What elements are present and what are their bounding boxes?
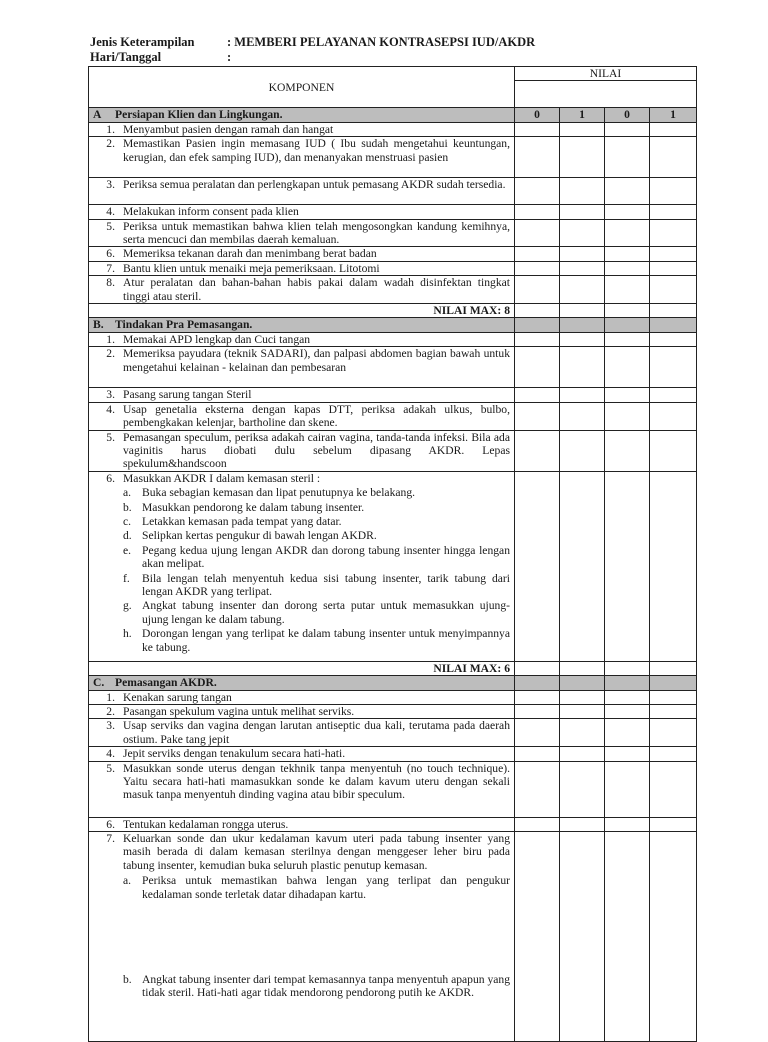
score-cell[interactable] xyxy=(605,178,650,205)
nilai-max-row xyxy=(89,661,697,675)
date-value: : xyxy=(227,50,232,64)
score-cell[interactable] xyxy=(650,247,697,261)
score-cell[interactable] xyxy=(515,747,560,761)
score-cell[interactable] xyxy=(650,704,697,718)
nilai-max-label: NILAI MAX: 8 xyxy=(89,304,515,318)
item-number: 3. xyxy=(106,388,115,402)
section-letter: A xyxy=(93,108,102,122)
item-text: Memakai APD lengkap dan Cuci tangan xyxy=(123,332,311,346)
item-text: Masukkan AKDR I dalam kemasan steril : xyxy=(123,471,321,485)
score-cell[interactable] xyxy=(650,719,697,747)
sub-text: Periksa untuk memastikan bahwa lengan yang terlipat dan pengukur kedalaman sonde terletak datar dihadapan kartu. xyxy=(142,874,510,901)
score-cell[interactable] xyxy=(515,719,560,747)
score-cell[interactable] xyxy=(515,347,560,388)
score-cell[interactable] xyxy=(515,817,560,831)
table-row xyxy=(89,122,697,136)
item-text: Keluarkan sonde dan ukur kedalaman kavum uteri pada tabung insenter yang masih berada di dalam kemasan sterilnya dengan menggeser leher biru pada tabung insenter, kemudian buka seluruh plastic penutup kemasan. xyxy=(123,831,510,872)
item-text: Jepit serviks dengan tenakulum secara hati-hati. xyxy=(123,747,346,761)
table-row xyxy=(89,471,697,661)
score-cell[interactable] xyxy=(560,831,605,1041)
score-cell[interactable] xyxy=(560,219,605,247)
sub-text: Angkat tabung insenter dan dorong serta putar untuk memasukkan ujung-ujung lengan ke dalam tabung. xyxy=(142,599,510,626)
score-cell[interactable] xyxy=(560,430,605,471)
score-cell[interactable] xyxy=(605,247,650,261)
score-cell[interactable] xyxy=(515,402,560,430)
table-row xyxy=(89,388,697,402)
section-letter: C. xyxy=(93,676,105,690)
score-cell[interactable] xyxy=(515,332,560,346)
score-cell[interactable] xyxy=(605,719,650,747)
score-cell[interactable] xyxy=(605,661,650,675)
score-cell[interactable] xyxy=(560,761,605,817)
sub-letter: b. xyxy=(123,973,132,986)
score-cell[interactable] xyxy=(560,388,605,402)
score-cell[interactable] xyxy=(560,747,605,761)
score-cell[interactable] xyxy=(650,276,697,304)
table-row xyxy=(89,347,697,388)
item-text: Memastikan Pasien ingin memasang IUD ( Ibu sudah mengetahui keuntungan, kerugian, dan efek samping IUD), dan menanyakan menstruasi pasien xyxy=(123,137,510,164)
score-cell[interactable] xyxy=(560,122,605,136)
score-cell[interactable] xyxy=(605,402,650,430)
nilai-max-row xyxy=(89,304,697,318)
item-number: 4. xyxy=(106,747,115,761)
score-cell[interactable] xyxy=(515,122,560,136)
score-cell[interactable] xyxy=(560,661,605,675)
item-number: 6. xyxy=(106,247,115,261)
score-cell[interactable] xyxy=(650,178,697,205)
item-number: 7. xyxy=(106,261,115,275)
sub-letter: h. xyxy=(123,627,132,641)
skill-value: : MEMBERI PELAYANAN KONTRASEPSI IUD/AKDR xyxy=(227,35,536,49)
sub-text: Selipkan kertas pengukur di bawah lengan AKDR. xyxy=(142,529,377,543)
table-row xyxy=(89,817,697,831)
score-col-4: 1 xyxy=(650,108,697,122)
table-row xyxy=(89,332,697,346)
score-cell[interactable] xyxy=(560,247,605,261)
item-text: Pasang sarung tangan Steril xyxy=(123,388,252,402)
item-text: Periksa semua peralatan dan perlengkapan untuk pemasang AKDR sudah tersedia. xyxy=(123,178,506,192)
nilai-blank xyxy=(515,81,697,108)
score-cell[interactable] xyxy=(560,261,605,275)
score-cell[interactable] xyxy=(650,122,697,136)
table-row xyxy=(89,276,697,304)
table-row xyxy=(89,137,697,178)
item-text: Menyambut pasien dengan ramah dan hangat xyxy=(123,122,334,136)
score-cell[interactable] xyxy=(650,347,697,388)
score-cell[interactable] xyxy=(605,747,650,761)
score-cell[interactable] xyxy=(605,471,650,661)
score-cell[interactable] xyxy=(560,205,605,219)
section-c-header xyxy=(89,676,697,690)
sub-text: Letakkan kemasan pada tempat yang datar. xyxy=(142,514,342,528)
sub-letter: g. xyxy=(123,599,132,613)
score-col-3: 0 xyxy=(605,108,650,122)
score-cell[interactable] xyxy=(560,817,605,831)
score-cell[interactable] xyxy=(560,347,605,388)
item-number: 8. xyxy=(106,276,115,290)
score-cell[interactable] xyxy=(515,205,560,219)
score-cell[interactable] xyxy=(650,304,697,318)
score-cell[interactable] xyxy=(560,471,605,661)
score-cell[interactable] xyxy=(605,304,650,318)
item-number: 1. xyxy=(106,332,115,346)
item-text: Usap genetalia eksterna dengan kapas DTT, periksa adakah ulkus, bulbo, pembengkakan kelenjar, bartholine dan skene. xyxy=(123,402,510,430)
section-letter: B. xyxy=(93,318,104,332)
sub-letter: a. xyxy=(123,486,132,500)
item-number: 1. xyxy=(106,690,115,704)
score-cell[interactable] xyxy=(605,388,650,402)
nilai-header: NILAI xyxy=(515,67,697,81)
table-row xyxy=(89,247,697,261)
sub-letter: e. xyxy=(123,543,132,557)
section-a-header xyxy=(89,108,697,122)
table-row xyxy=(89,205,697,219)
score-cell[interactable] xyxy=(515,304,560,318)
section-b-header xyxy=(89,318,697,332)
score-cell[interactable] xyxy=(515,219,560,247)
item-number: 2. xyxy=(106,137,115,151)
item-text: Bantu klien untuk menaiki meja pemeriksaan. Litotomi xyxy=(123,261,380,275)
score-cell[interactable] xyxy=(515,388,560,402)
score-cell[interactable] xyxy=(560,304,605,318)
sub-text: Buka sebagian kemasan dan lipat penutupnya ke belakang. xyxy=(142,486,416,500)
score-cell[interactable] xyxy=(650,261,697,275)
score-col-1: 0 xyxy=(515,108,560,122)
score-cell[interactable] xyxy=(515,761,560,817)
score-cell[interactable] xyxy=(650,219,697,247)
score-cell[interactable] xyxy=(515,430,560,471)
table-row xyxy=(89,261,697,275)
score-cell[interactable] xyxy=(515,661,560,675)
score-cell[interactable] xyxy=(560,402,605,430)
item-number: 1. xyxy=(106,122,115,136)
item-text: Periksa untuk memastikan bahwa klien telah mengosongkan kandung kemihnya, serta mencuci dan membilas daerah kemaluan. xyxy=(123,219,510,247)
section-title: Tindakan Pra Pemasangan. xyxy=(115,318,253,332)
table-row xyxy=(89,219,697,247)
item-text: Memeriksa tekanan darah dan menimbang berat badan xyxy=(123,247,377,261)
score-cell[interactable] xyxy=(650,831,697,1041)
score-cell[interactable] xyxy=(650,661,697,675)
score-cell[interactable] xyxy=(560,137,605,178)
item-text: Atur peralatan dan bahan-bahan habis pakai dalam wadah disinfektan tingkat tinggi atau steril. xyxy=(123,276,510,303)
item-text: Memeriksa payudara (teknik SADARI), dan palpasi abdomen bagian bawah untuk mengetahui kelainan - kelainan dan pembesaran xyxy=(123,347,510,374)
item-text: Kenakan sarung tangan xyxy=(123,690,232,704)
section-title: Persiapan Klien dan Lingkungan. xyxy=(115,108,283,122)
sub-letter: d. xyxy=(123,529,132,543)
score-cell[interactable] xyxy=(515,690,560,704)
sub-letter: c. xyxy=(123,514,132,528)
score-cell[interactable] xyxy=(605,347,650,388)
score-cell[interactable] xyxy=(650,430,697,471)
item-number: 6. xyxy=(106,471,115,485)
item-text: Pasangan spekulum vagina untuk melihat serviks. xyxy=(123,704,355,718)
item-number: 2. xyxy=(106,704,115,718)
score-cell[interactable] xyxy=(560,178,605,205)
score-cell[interactable] xyxy=(650,747,697,761)
item-number: 5. xyxy=(106,761,115,775)
score-cell[interactable] xyxy=(605,690,650,704)
score-cell[interactable] xyxy=(605,831,650,1041)
item-number: 5. xyxy=(106,430,115,444)
item-number: 4. xyxy=(106,205,115,219)
score-cell[interactable] xyxy=(515,137,560,178)
table-row xyxy=(89,690,697,704)
score-cell[interactable] xyxy=(650,332,697,346)
item-number: 4. xyxy=(106,402,115,416)
score-cell[interactable] xyxy=(560,704,605,718)
item-number: 7. xyxy=(106,831,115,845)
sub-letter: f. xyxy=(123,571,130,585)
score-cell[interactable] xyxy=(650,137,697,178)
sub-letter: a. xyxy=(123,874,132,888)
item-number: 2. xyxy=(106,347,115,361)
sub-text: Pegang kedua ujung lengan AKDR dan dorong tabung insenter hingga lengan akan melipat. xyxy=(142,543,510,571)
score-cell[interactable] xyxy=(605,205,650,219)
score-cell[interactable] xyxy=(650,471,697,661)
skill-label: Jenis Keterampilan xyxy=(90,35,195,49)
sub-text: Masukkan pendorong ke dalam tabung insenter. xyxy=(142,500,365,514)
item-text: Usap serviks dan vagina dengan larutan antiseptic dua kali, terutama pada daerah ostium. Pake tang jepit xyxy=(123,719,510,746)
score-cell[interactable] xyxy=(560,719,605,747)
score-cell[interactable] xyxy=(605,122,650,136)
nilai-max-label: NILAI MAX: 6 xyxy=(89,661,515,675)
score-cell[interactable] xyxy=(515,831,560,1041)
skill-row xyxy=(90,35,535,50)
sub-text: Angkat tabung insenter dari tempat kemasannya tanpa menyentuh apapun yang tidak steril. Hati-hati agar tidak mendorong pendorong putih ke AKDR. xyxy=(142,973,510,1000)
date-row xyxy=(90,50,231,65)
score-cell[interactable] xyxy=(650,761,697,817)
komponen-header: KOMPONEN xyxy=(89,67,515,108)
item-text: Pemasangan speculum, periksa adakah cairan vagina, tanda-tanda infeksi. Bila ada vaginitis harus diobati dulu sebelum dipasang AKDR. Lepas spekulum&handscoon xyxy=(123,430,510,471)
sub-text: Bila lengan telah menyentuh kedua sisi tabung insenter, tarik tabung dari lengan AKDR yang terlipat. xyxy=(142,571,510,598)
sub-text: Dorongan lengan yang terlipat ke dalam tabung insenter untuk menyimpannya ke tabung. xyxy=(142,627,510,654)
score-col-2: 1 xyxy=(560,108,605,122)
assessment-table xyxy=(88,66,697,1042)
date-label: Hari/Tanggal xyxy=(90,50,162,64)
table-row xyxy=(89,831,697,1041)
score-cell[interactable] xyxy=(605,332,650,346)
score-cell[interactable] xyxy=(605,276,650,304)
table-row xyxy=(89,178,697,205)
score-cell[interactable] xyxy=(650,205,697,219)
score-cell[interactable] xyxy=(560,690,605,704)
table-row xyxy=(89,402,697,430)
score-cell[interactable] xyxy=(650,690,697,704)
item-number: 5. xyxy=(106,219,115,233)
table-row xyxy=(89,761,697,817)
score-cell[interactable] xyxy=(560,332,605,346)
item-text: Tentukan kedalaman rongga uterus. xyxy=(123,817,289,831)
score-cell[interactable] xyxy=(560,276,605,304)
item-number: 6. xyxy=(106,817,115,831)
table-row xyxy=(89,430,697,471)
score-cell[interactable] xyxy=(605,704,650,718)
item-number: 3. xyxy=(106,178,115,192)
section-title: Pemasangan AKDR. xyxy=(115,676,217,690)
score-cell[interactable] xyxy=(650,402,697,430)
table-row xyxy=(89,747,697,761)
item-text: Melakukan inform consent pada klien xyxy=(123,205,299,219)
score-cell[interactable] xyxy=(515,247,560,261)
table-row xyxy=(89,704,697,718)
score-cell[interactable] xyxy=(515,276,560,304)
table-row xyxy=(89,719,697,747)
score-cell[interactable] xyxy=(605,261,650,275)
score-cell[interactable] xyxy=(605,219,650,247)
score-cell[interactable] xyxy=(515,704,560,718)
score-cell[interactable] xyxy=(605,137,650,178)
score-cell[interactable] xyxy=(515,178,560,205)
score-cell[interactable] xyxy=(605,817,650,831)
score-cell[interactable] xyxy=(650,388,697,402)
score-cell[interactable] xyxy=(605,761,650,817)
item-text: Masukkan sonde uterus dengan tekhnik tanpa menyentuh (no touch technique). Yaitu secara hati-hati mamasukkan sonde ke dalam kavum uteru dengan sekali masuk tanpa menyentuh dinding vagina atau bibir speculum. xyxy=(123,761,510,802)
score-cell[interactable] xyxy=(515,261,560,275)
score-cell[interactable] xyxy=(515,471,560,661)
score-cell[interactable] xyxy=(650,817,697,831)
score-cell[interactable] xyxy=(605,430,650,471)
item-number: 3. xyxy=(106,719,115,733)
sub-letter: b. xyxy=(123,500,132,514)
